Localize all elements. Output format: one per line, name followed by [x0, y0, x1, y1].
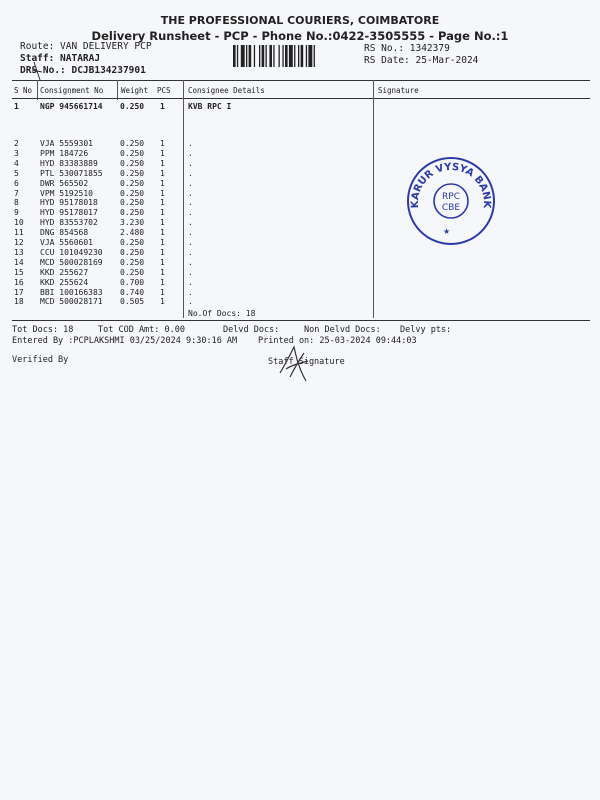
row-sno: 10: [14, 218, 24, 228]
row-consignee: .: [188, 158, 193, 168]
row-consignment-no: PTL 530071855: [40, 168, 103, 178]
row-consignee: .: [188, 188, 193, 198]
row-weight: 2.480: [120, 228, 145, 238]
table-header-rule: [12, 98, 590, 99]
row-weight: 0.250: [120, 267, 145, 277]
row-consignee: .: [188, 198, 193, 208]
row-sno: 13: [14, 247, 24, 257]
row-sno: 12: [14, 238, 24, 247]
row-weight: 0.250: [120, 139, 145, 148]
row-consignee: .: [188, 247, 193, 257]
table-top-rule: [12, 80, 590, 81]
row-weight: 0.740: [120, 287, 145, 297]
col-divider: [373, 80, 374, 318]
row-weight: 0.505: [120, 297, 145, 307]
row-consignment-no: HYD 95178017: [40, 208, 98, 218]
row-sno: 7: [14, 188, 19, 198]
row-pcs: 1: [160, 198, 165, 208]
row-consignee: .: [188, 218, 193, 228]
row-sno: 8: [14, 198, 19, 208]
row-pcs: 1: [160, 228, 165, 238]
printed-on: Printed on: 25-03-2024 09:44:03: [258, 336, 417, 346]
col-header-consignee: Consignee Details: [188, 86, 265, 95]
row-sno: 3: [14, 148, 19, 158]
row-pcs: 1: [160, 247, 165, 257]
rs-date: RS Date: 25-Mar-2024: [364, 55, 479, 66]
col-divider: [183, 80, 184, 318]
table-bottom-rule: [12, 320, 590, 321]
row-consignee: .: [188, 178, 193, 188]
no-of-docs: No.Of Docs: 18: [188, 309, 256, 318]
row-pcs: 1: [160, 287, 165, 297]
row-consignment-no: CCU 101049230: [40, 247, 103, 257]
row-consignment-no: PPM 184726: [40, 148, 89, 158]
barcode: [233, 45, 353, 67]
row-sno: 6: [14, 178, 19, 188]
row-pcs: 1: [160, 257, 165, 267]
delivery-points: Delvy pts:: [400, 325, 452, 335]
stamp-arc-text: KARUR VYSYA BANK: [409, 161, 493, 209]
row-weight: 0.250: [120, 188, 145, 198]
row-weight: 0.250: [120, 158, 145, 168]
row-consignment-no: HYD 95178018: [40, 198, 98, 208]
row-consignee: .: [188, 208, 193, 218]
row-consignment-no: NGP 945661714: [40, 102, 103, 111]
rs-number: RS No.: 1342379: [364, 43, 450, 54]
row-pcs: 1: [160, 188, 165, 198]
row-sno: 2: [14, 139, 19, 148]
col-header-pcs: PCS: [157, 86, 171, 95]
row-consignment-no: DWR 565502: [40, 178, 89, 188]
row-consignee: .: [188, 267, 193, 277]
delivered-docs: Delvd Docs:: [223, 325, 280, 335]
row-pcs: 1: [160, 139, 165, 148]
star-icon: ★: [443, 227, 451, 236]
row-consignment-no: HYD 83553702: [40, 218, 98, 228]
row-pcs: 1: [160, 168, 165, 178]
row-pcs: 1: [160, 297, 165, 307]
row-weight: 3.230: [120, 218, 145, 228]
row-pcs: 1: [160, 158, 165, 168]
row-pcs: 1: [160, 208, 165, 218]
row-pcs: 1: [160, 218, 165, 228]
row-weight: 0.250: [120, 257, 145, 267]
row-pcs: 1: [160, 102, 165, 111]
non-delivered-docs: Non Delvd Docs:: [304, 325, 381, 335]
row-consignee: KVB RPC I: [188, 102, 232, 111]
row-sno: 14: [14, 257, 24, 267]
row-consignee: .: [188, 168, 193, 178]
row-sno: 1: [14, 102, 19, 111]
row-consignment-no: HYD 83383889: [40, 158, 98, 168]
row-consignee: .: [188, 257, 193, 267]
row-consignment-no: MCD 500028171: [40, 297, 103, 307]
signature-scribble: [276, 343, 316, 385]
row-weight: 0.250: [120, 238, 145, 247]
row-weight: 0.250: [120, 198, 145, 208]
col-header-sno: S No: [14, 86, 33, 95]
col-header-signature: Signature: [378, 86, 419, 95]
entered-by: Entered By :PCPLAKSHMI 03/25/2024 9:30:16 AM: [12, 336, 238, 346]
row-consignment-no: BBI 100166383: [40, 287, 103, 297]
row-weight: 0.250: [120, 178, 145, 188]
verified-by: Verified By: [12, 355, 69, 365]
row-consignee: .: [188, 238, 193, 247]
row-consignment-no: VJA 5559301: [40, 139, 93, 148]
stamp-line-1: RPC: [442, 192, 460, 202]
row-consignee: .: [188, 277, 193, 287]
row-sno: 9: [14, 208, 19, 218]
row-consignment-no: KKD 255627: [40, 267, 89, 277]
row-pcs: 1: [160, 148, 165, 158]
company-title: THE PROFESSIONAL COURIERS, COIMBATORE: [160, 14, 440, 27]
row-consignment-no: MCD 500028169: [40, 257, 103, 267]
row-consignee: .: [188, 287, 193, 297]
pen-mark: [28, 60, 48, 82]
row-consignee: .: [188, 228, 193, 238]
staff-label: Staff: NATARAJ: [20, 53, 101, 64]
row-pcs: 1: [160, 277, 165, 287]
staff-signature-label: Staff Signature: [268, 357, 345, 367]
row-consignee: .: [188, 148, 193, 158]
row-consignment-no: DNG 854568: [40, 228, 89, 238]
row-consignee: .: [188, 297, 193, 307]
runsheet-subtitle: Delivery Runsheet - PCP - Phone No.:0422-3505555 - Page No.:1: [91, 29, 509, 43]
row-sno: 4: [14, 158, 19, 168]
row-pcs: 1: [160, 178, 165, 188]
row-weight: 0.250: [120, 168, 145, 178]
row-sno: 18: [14, 297, 24, 307]
row-sno: 5: [14, 168, 19, 178]
row-sno: 16: [14, 277, 24, 287]
col-header-weight: Weight: [121, 86, 149, 95]
row-consignment-no: VJA 5560601: [40, 238, 93, 247]
col-header-consignment: Consignment No: [40, 86, 104, 95]
route-label: Route: VAN DELIVERY PCP: [20, 41, 152, 52]
row-weight: 0.250: [120, 148, 145, 158]
row-weight: 0.700: [120, 277, 145, 287]
row-consignment-no: VPM 5192510: [40, 188, 93, 198]
total-cod-amount: Tot COD Amt: 0.00: [98, 325, 185, 335]
drs-label: DRS No.: DCJB134237901: [20, 65, 146, 76]
row-sno: 17: [14, 287, 24, 297]
row-pcs: 1: [160, 238, 165, 247]
col-divider: [37, 80, 38, 100]
row-consignment-no: KKD 255624: [40, 277, 89, 287]
row-weight: 0.250: [120, 102, 145, 111]
row-weight: 0.250: [120, 208, 145, 218]
row-consignee: .: [188, 139, 193, 148]
row-weight: 0.250: [120, 247, 145, 257]
col-divider: [117, 80, 118, 100]
row-pcs: 1: [160, 267, 165, 277]
row-sno: 11: [14, 228, 24, 238]
total-docs: Tot Docs: 18: [12, 325, 74, 335]
stamp-line-2: CBE: [441, 203, 461, 213]
row-sno: 15: [14, 267, 24, 277]
bank-stamp: [405, 155, 497, 247]
